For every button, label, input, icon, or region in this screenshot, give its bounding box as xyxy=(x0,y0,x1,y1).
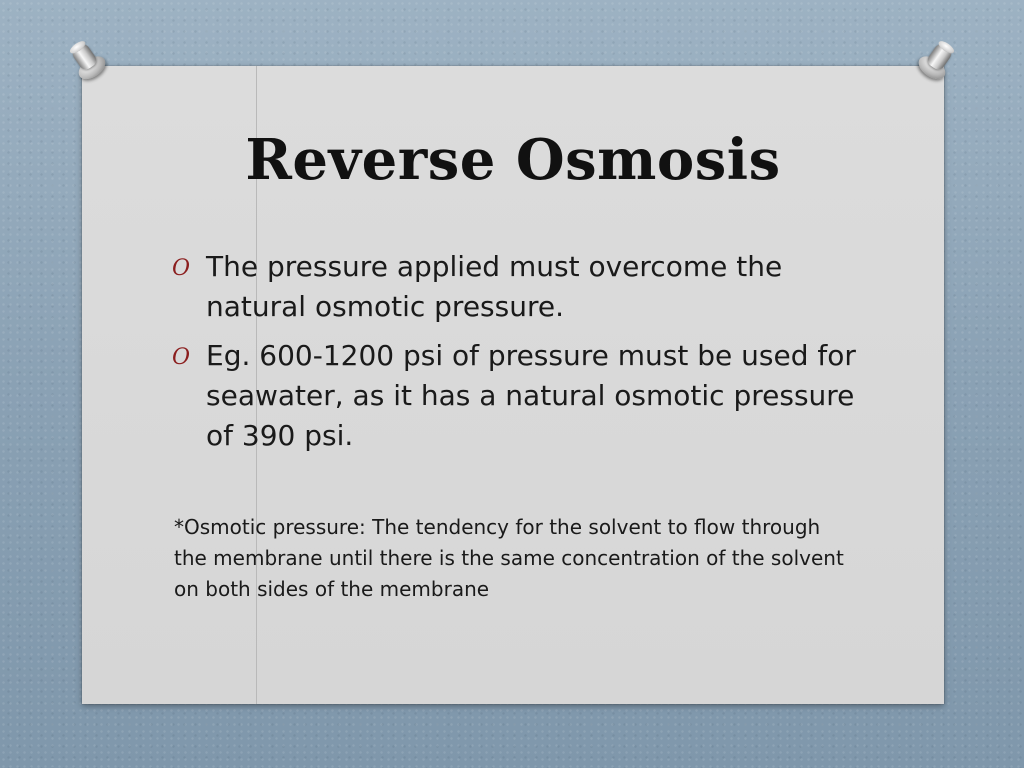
bullet-marker-icon: O xyxy=(172,256,191,281)
bullet-item xyxy=(172,247,872,327)
bullet-item xyxy=(172,336,872,456)
footnote: *Osmotic pressure: The tendency for the solvent to flow through the membrane until there is the same concentration of the solvent on both sides of the membrane xyxy=(174,515,844,601)
bullet-text: The pressure applied must overcome the natural osmotic pressure. xyxy=(206,250,783,323)
bullet-marker-icon: O xyxy=(172,345,191,370)
bullet-text: Eg. 600-1200 psi of pressure must be used for seawater, as it has a natural osmotic pressure of 390 psi. xyxy=(206,339,856,452)
slide-title: Reverse Osmosis xyxy=(245,127,781,193)
bullet-list xyxy=(172,247,872,465)
